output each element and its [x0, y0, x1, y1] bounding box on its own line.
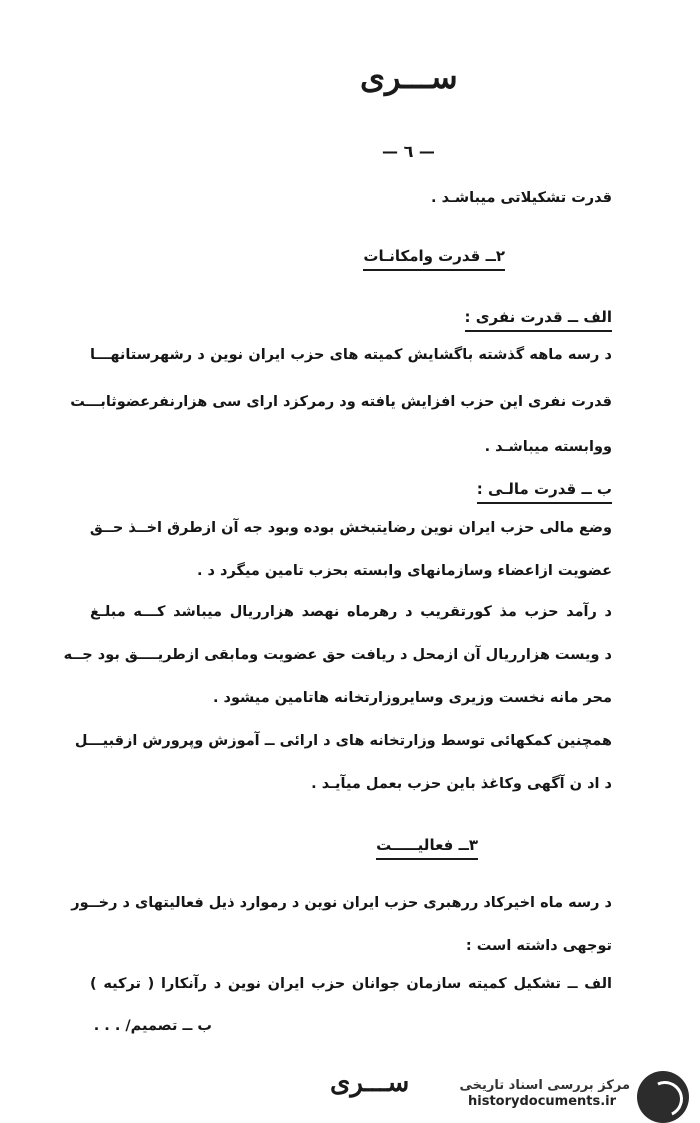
text-line: ب ــ تصمیم/ . . .: [93, 1018, 212, 1034]
text-line: د اد ن آگهی وکاغذ باین حزب بعمل میآیـد .: [311, 776, 612, 792]
text-line: قدرت تشکیلاتی میباشـد .: [431, 190, 612, 206]
text-line: ووابسته میباشـد .: [484, 439, 612, 455]
text-line: عضویت ازاعضاء وسازمانهای وابسته بحزب تامین میگرد د .: [197, 563, 612, 579]
text-line: همچنین کمکهائی توسط وزارتخانه های د ارائی ــ آموزش وپرورش ازقبیـــل: [74, 733, 612, 749]
page-number: — ٦ —: [382, 142, 435, 161]
watermark-title: مرکز بررسی اسناد تاریخی: [459, 1078, 630, 1093]
classification-footer: ســـری: [330, 1068, 410, 1098]
text-line: د رسه ماه اخیرکاد ررهبری حزب ایران نوین د رموارد ذیل فعالیتهای د رخــور: [71, 895, 612, 911]
text-line: توجهی داشته است :: [465, 938, 612, 954]
text-line: قدرت نفری این حزب افزایش یافته ود رمرکزد ارای سی هزارنفرعضوثابـــت: [70, 394, 612, 410]
watermark-url: historydocuments.ir: [468, 1094, 617, 1109]
section-heading: ٢ــ قدرت وامکانـات: [363, 247, 505, 271]
text-line: محر مانه نخست وزیری وسایروزارتخانه هاتامین میشود .: [212, 690, 612, 706]
subsection-heading: ب ــ قدرت مالـی :: [477, 480, 612, 504]
text-line: د ویست هزارریال آن ازمحل د ریافت حق عضویت ومابقی ازطریــــق بود جــه: [63, 647, 612, 663]
classification-header: ســـری: [360, 58, 458, 96]
text-line: د رآمد حزب مذ کورتقریب د رهرماه نهصد هزارریال میباشد کـــه مبلـغ: [90, 604, 612, 620]
section-heading: ٣ــ فعالیـــــت: [376, 836, 478, 860]
text-line: وضع مالی حزب ایران نوین رضایتبخش بوده وبود جه آن ازطرق اخــذ حــق: [89, 520, 612, 536]
text-line: د رسه ماهه گذشته باگشایش کمیته های حزب ایران نوین د رشهرستانهـــا: [90, 347, 612, 363]
subsection-heading: الف ــ قدرت نفری :: [465, 308, 612, 332]
text-line: الف ــ تشکیل کمیته سازمان جوانان حزب ایران نوین د رآنکارا ( ترکیه ): [90, 976, 612, 992]
